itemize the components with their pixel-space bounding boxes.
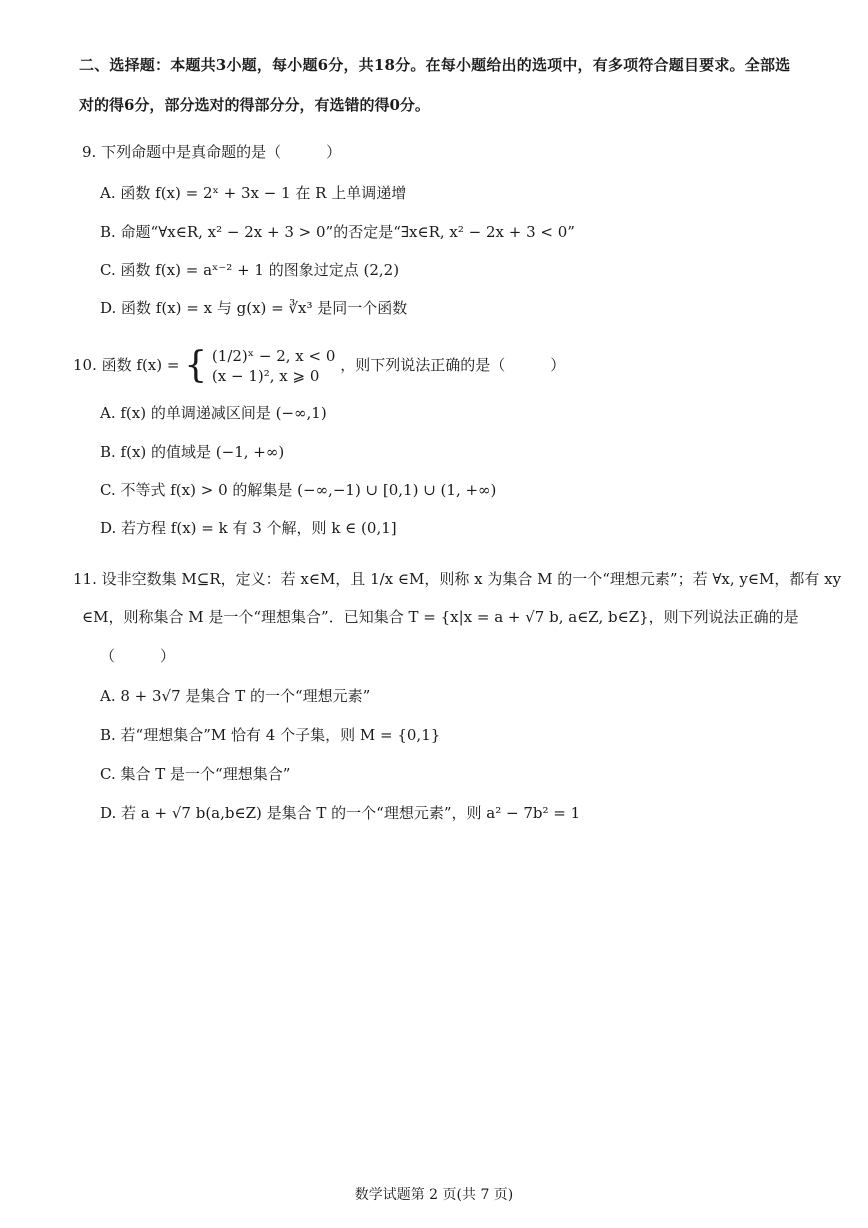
question-10-suffix: ，则下列说法正确的是（ ） [340,356,566,374]
piecewise-case-2: (x − 1)², x ⩾ 0 [211,367,320,385]
question-11-option-c: C. 集合 T 是一个“理想集合” [100,765,291,783]
question-10-stem [73,345,565,386]
question-11-stem-line2: ∈M，则称集合 M 是一个“理想集合”．已知集合 T = {x|x = a + √7 b, a∈Z, b∈Z}，则下列说法正确的是 [82,608,799,626]
piecewise-brace-icon: { [184,345,208,386]
question-10-prefix: 10. 函数 f(x) = [73,356,180,374]
question-9-option-c: C. 函数 f(x) = aˣ⁻² + 1 的图象过定点 (2,2) [100,261,400,279]
question-11-option-d: D. 若 a + √7 b(a,b∈Z) 是集合 T 的一个“理想元素”，则 a² − 7b² = 1 [100,804,581,822]
question-11-answer-blank: （ ） [100,647,176,665]
question-9-option-a: A. 函数 f(x) = 2ˣ + 3x − 1 在 R 上单调递增 [100,184,407,202]
question-9-option-d: D. 函数 f(x) = x 与 g(x) = ∛x³ 是同一个函数 [100,299,408,317]
question-10-option-d: D. 若方程 f(x) = k 有 3 个解，则 k ∈ (0,1] [100,519,397,537]
page-footer: 数学试题第 2 页(共 7 页) [354,1187,514,1203]
section-instruction-line1: 二、选择题：本题共3小题，每小题6分，共18分。在每小题给出的选项中，有多项符合题目要求。全部选 [79,56,791,74]
question-10-option-c: C. 不等式 f(x) > 0 的解集是 (−∞,−1) ∪ [0,1) ∪ (1, +∞) [100,481,497,499]
piecewise-case-1: (1/2)ˣ − 2, x < 0 [211,347,336,365]
piecewise-cases [212,346,336,386]
question-11-stem-line1: 11. 设非空数集 M⊆R，定义：若 x∈M，且 1/x ∈M，则称 x 为集合 M 的一个“理想元素”；若 ∀x, y∈M，都有 xy [73,570,842,588]
question-11-option-b: B. 若“理想集合”M 恰有 4 个子集，则 M = {0,1} [100,726,441,744]
question-9-option-b: B. 命题“∀x∈R, x² − 2x + 3 > 0”的否定是“∃x∈R, x² − 2x + 3 < 0” [100,223,575,241]
question-10-option-b: B. f(x) 的值域是 (−1, +∞) [100,443,285,461]
question-10-option-a: A. f(x) 的单调递减区间是 (−∞,1) [100,404,327,422]
question-11-option-a: A. 8 + 3√7 是集合 T 的一个“理想元素” [100,687,371,705]
question-9-stem: 9. 下列命题中是真命题的是（ ） [82,143,342,161]
section-instruction-line2: 对的得6分，部分选对的得部分分，有选错的得0分。 [79,96,430,114]
